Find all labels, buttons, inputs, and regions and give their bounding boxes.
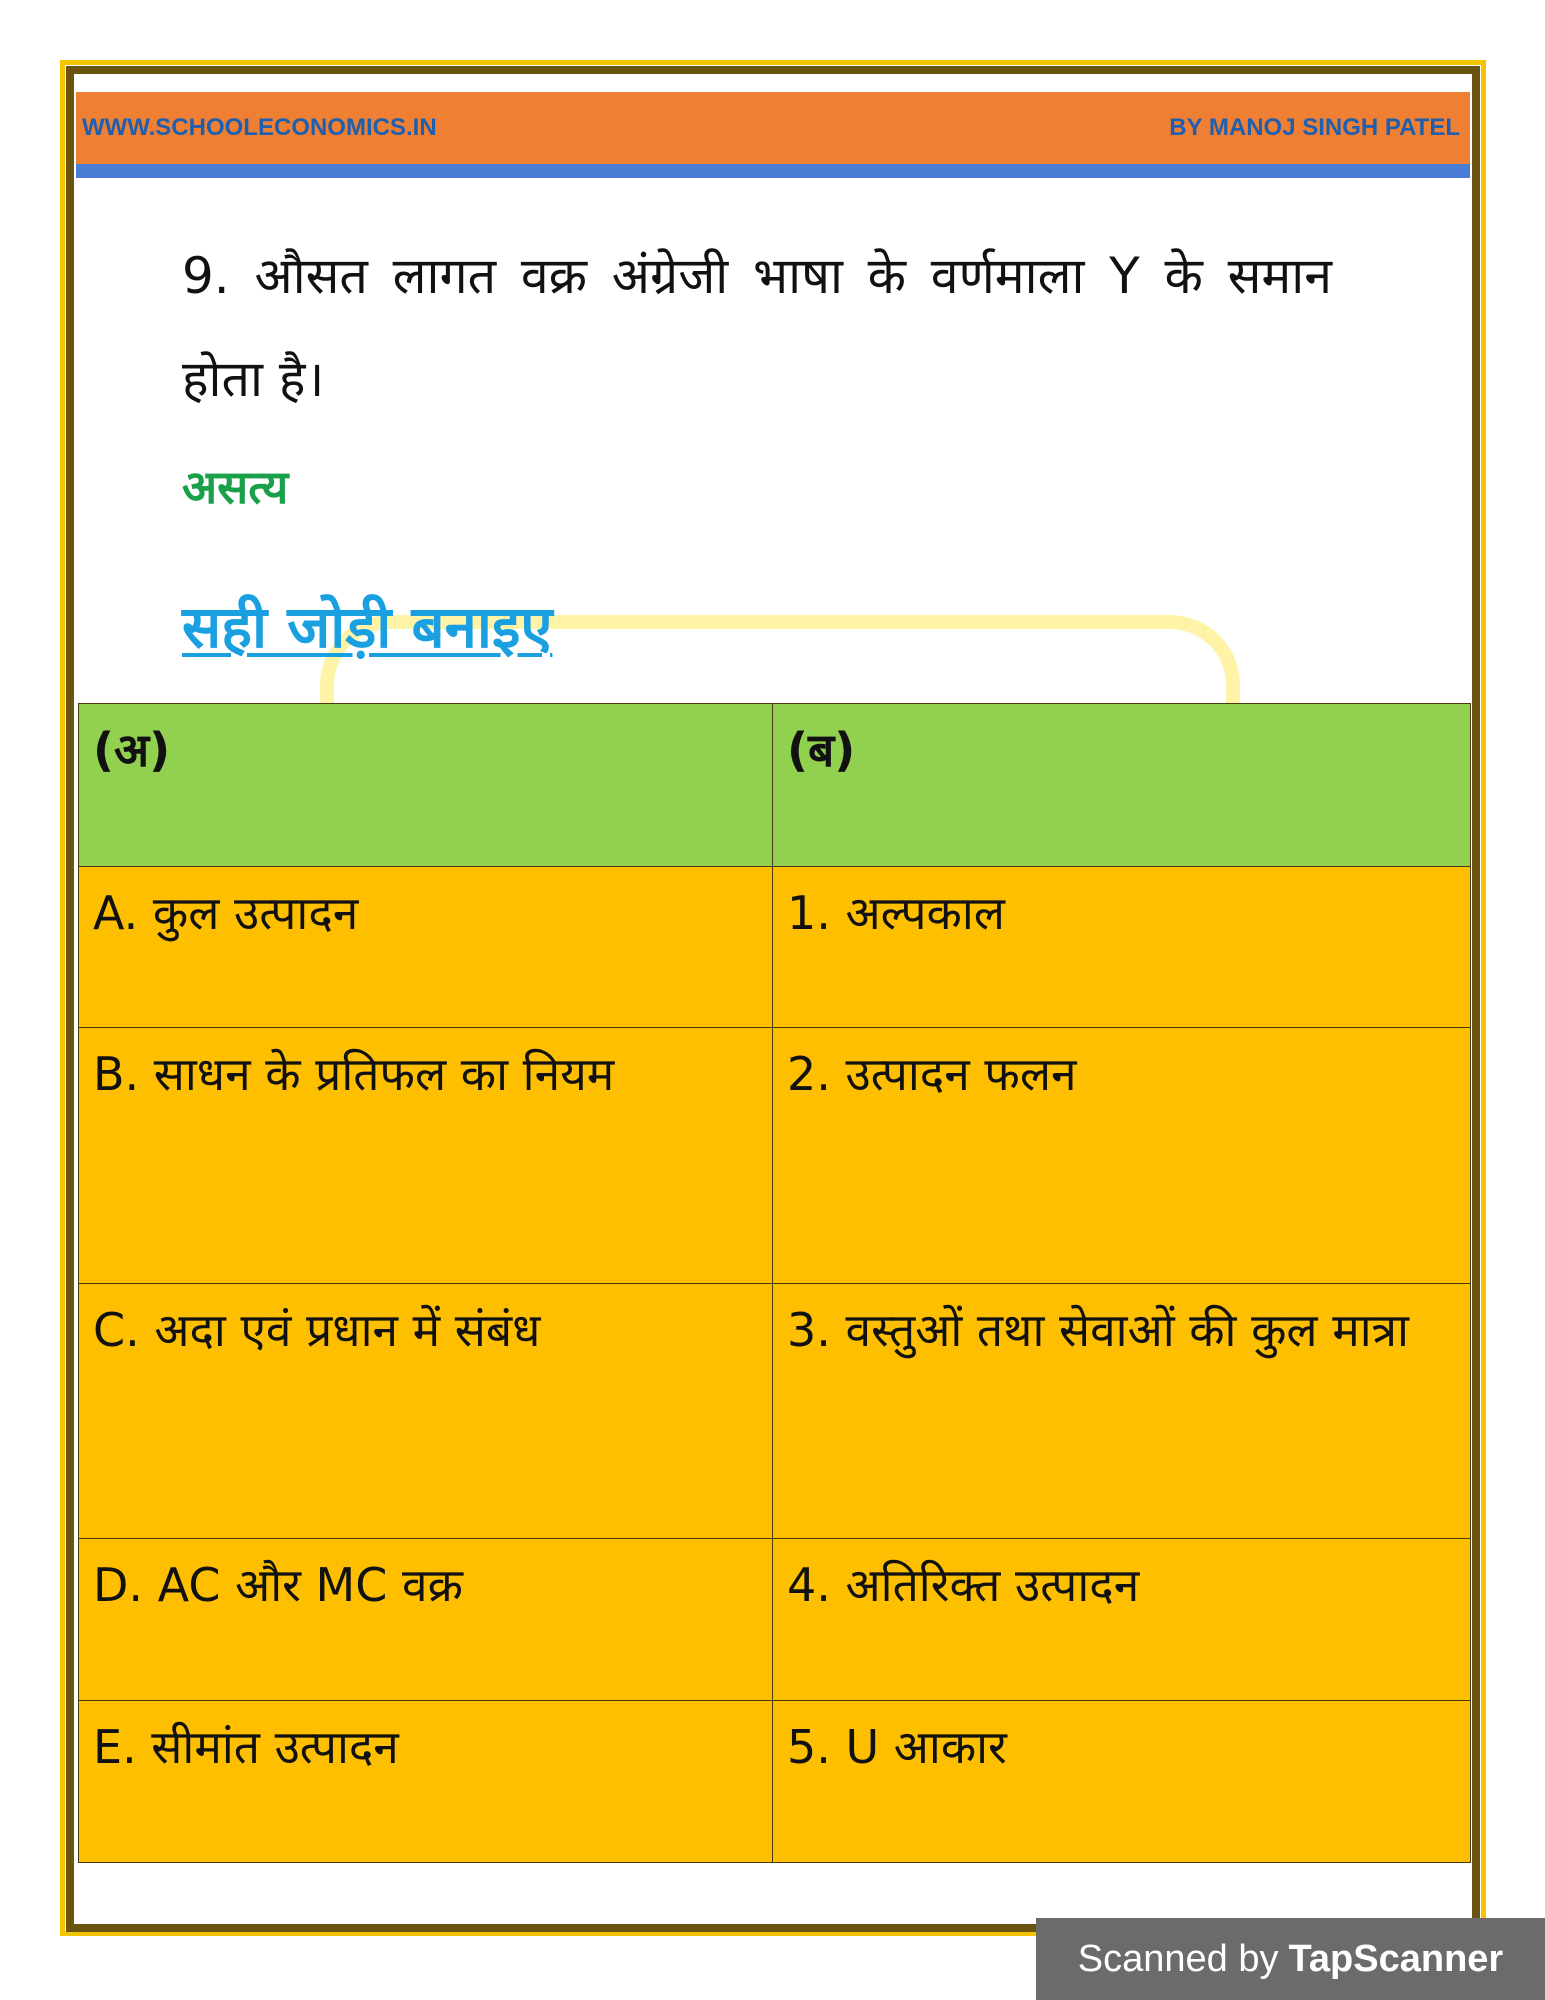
table-row [79, 1284, 1471, 1539]
scanner-watermark-badge [1036, 1918, 1545, 2000]
header-column-a: (अ) [79, 704, 773, 867]
table-row [79, 1028, 1471, 1284]
table-header-row [79, 704, 1471, 867]
row-left-cell: A. कुल उत्पादन [79, 867, 773, 1028]
scan-prefix: Scanned by [1077, 1937, 1279, 1980]
answer-text: असत्य [182, 460, 289, 514]
row-right-cell: 2. उत्पादन फलन [773, 1028, 1471, 1284]
row-left-cell: E. सीमांत उत्पादन [79, 1701, 773, 1863]
scan-brand: TapScanner [1288, 1937, 1504, 1980]
header-divider [76, 164, 1470, 178]
row-right-cell: 5. U आकार [773, 1701, 1471, 1863]
table-row [79, 1539, 1471, 1701]
row-left-cell: B. साधन के प्रतिफल का नियम [79, 1028, 773, 1284]
row-right-cell: 1. अल्पकाल [773, 867, 1471, 1028]
header-column-b: (ब) [773, 704, 1471, 867]
section-title: सही जोड़ी बनाइए [182, 593, 553, 661]
row-right-cell: 3. वस्तुओं तथा सेवाओं की कुल मात्रा [773, 1284, 1471, 1539]
header-bar [76, 92, 1470, 164]
author-label: BY MANOJ SINGH PATEL [1169, 114, 1460, 141]
question-text: 9. औसत लागत वक्र अंग्रेजी भाषा के वर्णमाला Y के समान होता है। [182, 247, 1332, 408]
website-link[interactable]: WWW.SCHOOLECONOMICS.IN [82, 114, 437, 141]
match-table [78, 703, 1471, 1863]
table-row [79, 1701, 1471, 1863]
table-row [79, 867, 1471, 1028]
row-left-cell: D. AC और MC वक्र [79, 1539, 773, 1701]
row-right-cell: 4. अतिरिक्त उत्पादन [773, 1539, 1471, 1701]
row-left-cell: C. अदा एवं प्रधान में संबंध [79, 1284, 773, 1539]
